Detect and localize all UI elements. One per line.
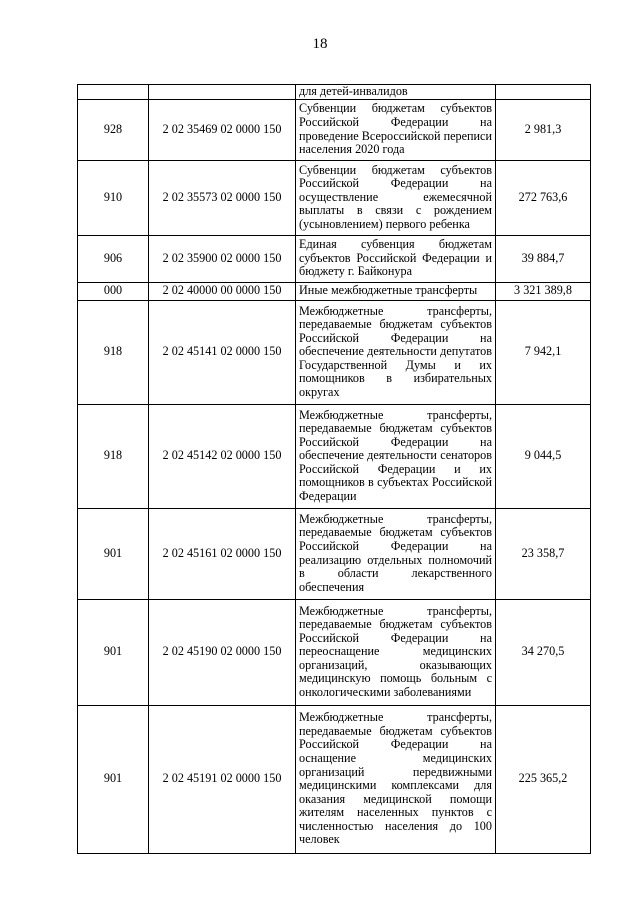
budget-code-cell [149,85,296,100]
income-name-cell: Иные межбюджетные трансферты [296,282,496,300]
table-row [78,705,591,853]
table-body [78,85,591,854]
admin-code-cell: 918 [78,300,149,404]
amount-cell [496,85,591,100]
table-row [78,160,591,235]
amount-cell: 9 044,5 [496,404,591,508]
income-name-cell: Межбюджетные трансферты, передаваемые бюджетам субъектов Российской Федерации на оснащение медицинских организаций передвижными медицинскими комплексами для оказания медицинской помощи жителям населенных пунктов с численностью населения до 100 человек [296,705,496,853]
budget-code-cell: 2 02 40000 00 0000 150 [149,282,296,300]
income-name-cell: Субвенции бюджетам субъектов Российской Федерации на осуществление ежемесячной выплаты в связи с рождением (усыновлением) первого ребенка [296,160,496,235]
budget-code-cell: 2 02 45142 02 0000 150 [149,404,296,508]
budget-code-cell: 2 02 45161 02 0000 150 [149,508,296,599]
table-row [78,599,591,705]
table-row [78,85,591,100]
table-row [78,300,591,404]
admin-code-cell: 000 [78,282,149,300]
admin-code-cell [78,85,149,100]
income-name-cell: Субвенции бюджетам субъектов Российской Федерации на проведение Всероссийской переписи населения 2020 года [296,99,496,160]
income-name-cell: Межбюджетные трансферты, передаваемые бюджетам субъектов Российской Федерации на обеспечение деятельности депутатов Государственной Думы и их помощников в избирательных округах [296,300,496,404]
amount-cell: 2 981,3 [496,99,591,160]
admin-code-cell: 901 [78,508,149,599]
budget-code-cell: 2 02 45190 02 0000 150 [149,599,296,705]
budget-code-cell: 2 02 35573 02 0000 150 [149,160,296,235]
budget-code-cell: 2 02 45141 02 0000 150 [149,300,296,404]
table-row [78,99,591,160]
admin-code-cell: 918 [78,404,149,508]
page-number: 18 [312,36,328,52]
amount-cell: 7 942,1 [496,300,591,404]
amount-cell: 39 884,7 [496,235,591,282]
budget-table [77,84,591,854]
table-row [78,508,591,599]
income-name-cell: Единая субвенция бюджетам субъектов Российской Федерации и бюджету г. Байконура [296,235,496,282]
amount-cell: 23 358,7 [496,508,591,599]
amount-cell: 225 365,2 [496,705,591,853]
budget-code-cell: 2 02 35469 02 0000 150 [149,99,296,160]
table-row [78,282,591,300]
amount-cell: 34 270,5 [496,599,591,705]
amount-cell: 3 321 389,8 [496,282,591,300]
budget-code-cell: 2 02 35900 02 0000 150 [149,235,296,282]
income-name-cell: Межбюджетные трансферты, передаваемые бюджетам субъектов Российской Федерации на переоснащение медицинских организаций, оказывающих медицинскую помощь больным с онкологическими заболеваниями [296,599,496,705]
amount-cell: 272 763,6 [496,160,591,235]
budget-code-cell: 2 02 45191 02 0000 150 [149,705,296,853]
admin-code-cell: 901 [78,599,149,705]
admin-code-cell: 901 [78,705,149,853]
table-row [78,404,591,508]
income-name-cell: для детей-инвалидов [296,85,496,100]
income-name-cell: Межбюджетные трансферты, передаваемые бюджетам субъектов Российской Федерации на реализацию отдельных полномочий в области лекарственного обеспечения [296,508,496,599]
admin-code-cell: 910 [78,160,149,235]
admin-code-cell: 928 [78,99,149,160]
table-row [78,235,591,282]
admin-code-cell: 906 [78,235,149,282]
income-name-cell: Межбюджетные трансферты, передаваемые бюджетам субъектов Российской Федерации на обеспечение деятельности сенаторов Российской Федерации и их помощников в субъектах Российской Федерации [296,404,496,508]
